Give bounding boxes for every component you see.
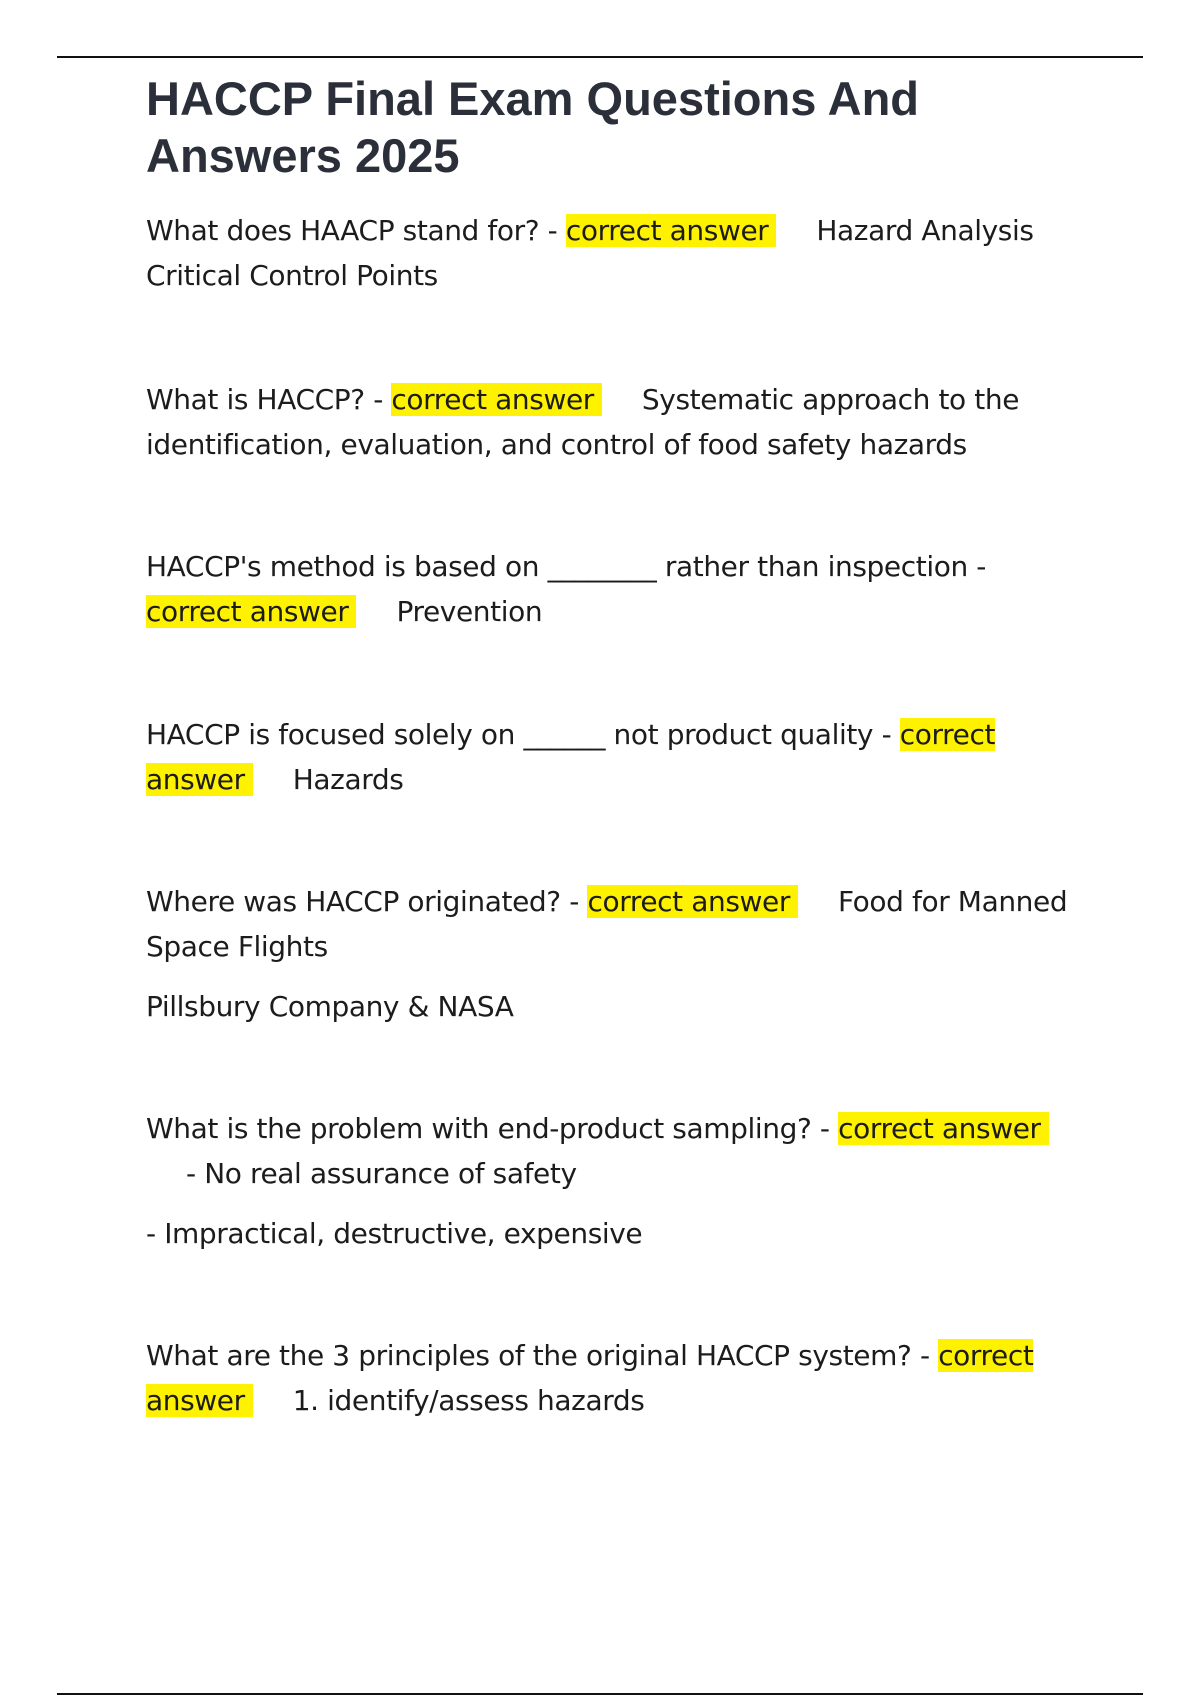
qa-text [146, 879, 1086, 969]
qa-text [146, 1333, 1086, 1423]
qa-text [146, 712, 1086, 802]
correct-answer-label: correct answer [391, 383, 601, 416]
correct-answer-label: correct answer [146, 718, 996, 796]
correct-answer-label: correct answer [566, 214, 776, 247]
question-text: HACCP is focused solely on ______ not product quality - [146, 718, 892, 751]
correct-answer-label: correct answer [146, 595, 356, 628]
answer-text: - No real assurance of safety [186, 1157, 577, 1190]
qa-item [146, 879, 1086, 1029]
qa-text [146, 544, 1086, 634]
question-text: Where was HACCP originated? - [146, 885, 579, 918]
answer-text: Prevention [396, 595, 543, 628]
question-text: What does HAACP stand for? - [146, 214, 558, 247]
correct-answer-label: correct answer [146, 1339, 1034, 1417]
answer-text: Food for Manned Space Flights [146, 885, 1068, 963]
page-title: HACCP Final Exam Questions And Answers 2025 [146, 72, 920, 182]
qa-text [146, 1106, 1086, 1196]
qa-item [146, 1106, 1086, 1256]
question-text: What is the problem with end-product sampling? - [146, 1112, 830, 1145]
correct-answer-label: correct answer [587, 885, 797, 918]
bottom-rule [57, 1693, 1143, 1695]
question-text: What are the 3 principles of the original HACCP system? - [146, 1339, 930, 1372]
answer-extra-line: Pillsbury Company & NASA [146, 990, 514, 1023]
qa-text [146, 208, 1086, 298]
answer-extra-line: - Impractical, destructive, expensive [146, 1217, 643, 1250]
question-text: What is HACCP? - [146, 383, 383, 416]
answer-text: Hazard Analysis Critical Control Points [146, 214, 1034, 292]
answer-text: Systematic approach to the identification, evaluation, and control of food safety hazards [146, 383, 1020, 461]
correct-answer-label: correct answer [838, 1112, 1048, 1145]
qa-item [146, 544, 1086, 634]
answer-text: 1. identify/assess hazards [292, 1384, 645, 1417]
qa-item [146, 208, 1086, 298]
qa-text [146, 377, 1086, 467]
question-text: HACCP's method is based on ________ rather than inspection - [146, 550, 986, 583]
qa-item [146, 712, 1086, 802]
top-rule [57, 56, 1143, 58]
answer-text: Hazards [292, 763, 404, 796]
qa-item [146, 377, 1086, 467]
document-body [146, 70, 1086, 1423]
qa-item [146, 1333, 1086, 1423]
